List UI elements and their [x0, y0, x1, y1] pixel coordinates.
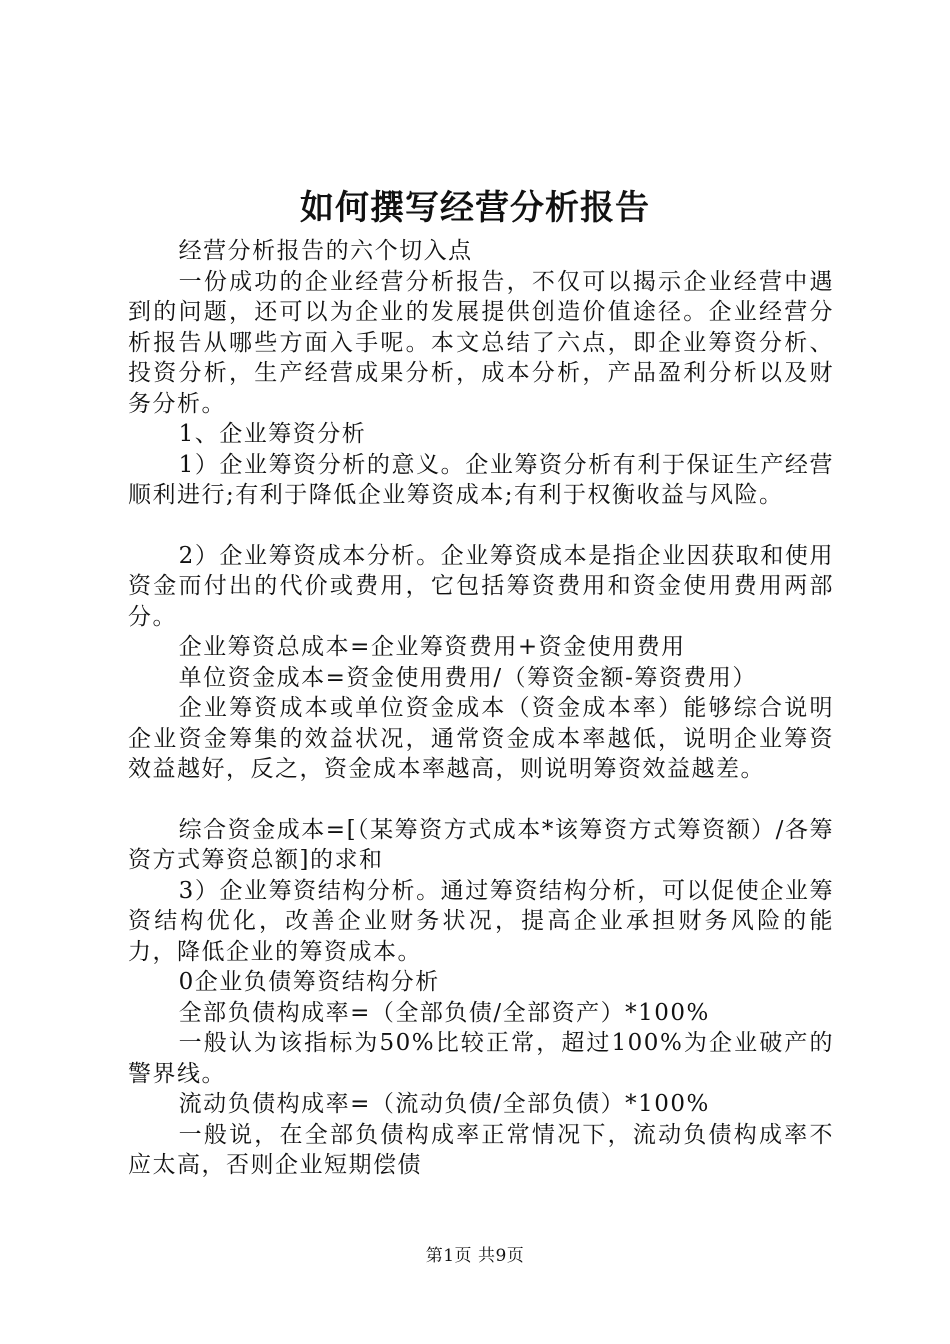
paragraph-financing-significance: 1）企业筹资分析的意义。企业筹资分析有利于保证生产经营顺利进行;有利于降低企业筹资成本;有利于权衡收益与风险。 [128, 451, 834, 508]
formula-unit-cost: 单位资金成本=资金使用费用/（筹资金额-筹资费用） [178, 664, 757, 691]
paragraph-debt-ratio-note: 一般认为该指标为50%比较正常，超过100%为企业破产的警界线。 [128, 1030, 834, 1087]
paragraph-financing-cost: 2）企业筹资成本分析。企业筹资成本是指企业因获取和使用资金而付出的代价或费用，它包括筹资费用和资金使用费用两部分。 [128, 542, 834, 630]
document-title: 如何撰写经营分析报告 [300, 188, 650, 228]
subheading-debt-structure: 0企业负债筹资结构分析 [178, 969, 440, 995]
document-body [128, 236, 834, 1181]
page-number-footer: 第1页 共9页 [425, 1246, 525, 1266]
formula-total-debt-ratio: 全部负债构成率=（全部负债/全部资产）*100% [178, 999, 710, 1026]
paragraph-subtitle: 经营分析报告的六个切入点 [178, 238, 473, 264]
paragraph-current-debt-note: 一般说，在全部负债构成率正常情况下，流动负债构成率不应太高，否则企业短期偿债 [128, 1121, 834, 1178]
section-heading-financing: 1、企业筹资分析 [178, 421, 367, 447]
formula-current-debt-ratio: 流动负债构成率=（流动负债/全部负债）*100% [178, 1091, 710, 1117]
formula-combined-cost: 综合资金成本=[（某筹资方式成本*该筹资方式筹资额）/各筹资方式筹资总额]的求和 [128, 816, 834, 873]
paragraph-cost-rate: 企业筹资成本或单位资金成本（资金成本率）能够综合说明企业资金筹集的效益状况，通常资金成本率越低，说明企业筹资效益越好，反之，资金成本率越高，则说明筹资效益越差。 [128, 695, 834, 782]
paragraph-intro: 一份成功的企业经营分析报告，不仅可以揭示企业经营中遇到的问题，还可以为企业的发展提供创造价值途径。企业经营分析报告从哪些方面入手呢。本文总结了六点，即企业筹资分析、投资分析，生产经营成果分析，成本分析，产品盈利分析以及财务分析。 [128, 268, 834, 417]
formula-total-cost: 企业筹资总成本=企业筹资费用+资金使用费用 [178, 634, 686, 660]
paragraph-financing-structure: 3）企业筹资结构分析。通过筹资结构分析，可以促使企业筹资结构优化，改善企业财务状况，提高企业承担财务风险的能力，降低企业的筹资成本。 [128, 877, 834, 965]
